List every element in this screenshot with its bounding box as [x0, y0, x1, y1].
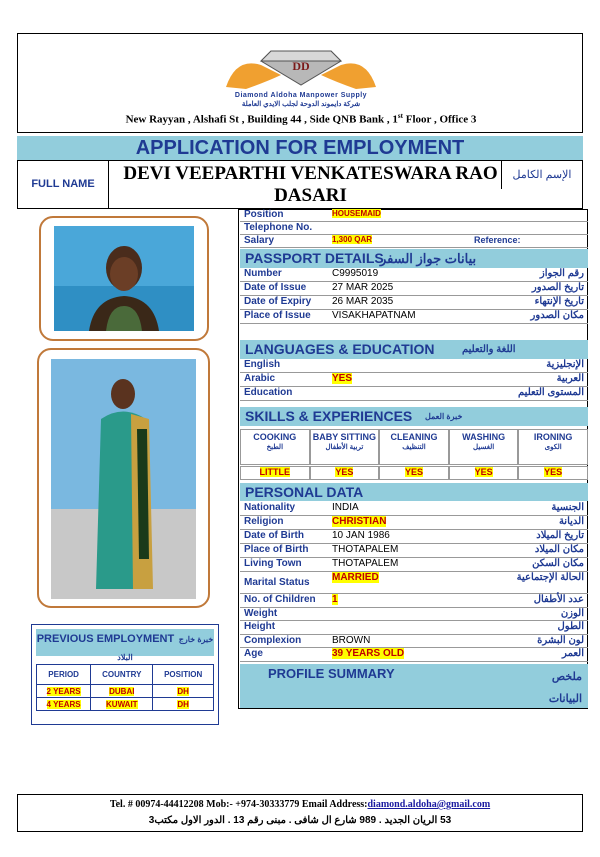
- personal-label: Religion: [244, 516, 284, 527]
- language-row: [240, 387, 588, 401]
- previous-employment-title-ar: خبرة خارج البلاد: [117, 635, 214, 662]
- language-row: [240, 359, 588, 373]
- passport-header: [240, 249, 588, 268]
- telephone-row: [240, 222, 588, 235]
- personal-label-ar: الديانة: [558, 516, 584, 527]
- row-period: 2 YEARS: [37, 685, 91, 698]
- row-country: KUWAIT: [91, 698, 153, 711]
- skill-cell: [240, 429, 310, 465]
- skill-name-ar: التنظيف: [402, 444, 426, 451]
- skill-name: COOKING: [253, 432, 297, 442]
- personal-value: 10 JAN 1986: [332, 530, 390, 541]
- personal-row: [240, 648, 588, 662]
- skill-name: WASHING: [462, 432, 506, 442]
- skills-header: [240, 407, 588, 426]
- row-position: DH: [153, 698, 214, 711]
- language-label: Education: [244, 387, 293, 398]
- personal-label-ar: الطول: [557, 621, 584, 633]
- table-row: [37, 685, 214, 698]
- personal-label-ar: مكان السكن: [532, 558, 584, 569]
- passport-value: VISAKHAPATNAM: [332, 310, 416, 321]
- position-row: [240, 209, 588, 222]
- personal-row: [240, 572, 588, 594]
- personal-value: INDIA: [332, 502, 359, 513]
- company-name-ar: شركة دايموند الدوحة لجلب الايدي العاملة: [241, 101, 361, 108]
- passport-row: [240, 268, 588, 282]
- language-label-ar: العربية: [556, 373, 584, 384]
- skill-name: IRONING: [533, 432, 573, 442]
- company-logo: [216, 37, 386, 95]
- footer-contact: [18, 799, 582, 810]
- personal-value: 1: [332, 594, 338, 605]
- profile-summary: [240, 664, 588, 708]
- full-name-label-ar: الإسم الكامل: [501, 161, 582, 189]
- personal-row: [240, 544, 588, 558]
- previous-employment-header: [36, 629, 214, 662]
- skills-title: SKILLS & EXPERIENCES: [245, 408, 413, 424]
- footer-address-ar: 53 الريان الجديد . 989 شارع ال شافى . مبنى رقم 13 . الدور الاول مكتب3: [148, 815, 452, 826]
- languages-title-ar: اللغة والتعليم: [462, 344, 516, 355]
- salary-label: Salary: [244, 235, 275, 246]
- skill-cell: [310, 429, 380, 465]
- language-row: [240, 373, 588, 387]
- passport-label: Date of Expiry: [244, 296, 312, 307]
- row-country: DUBAI: [91, 685, 153, 698]
- skill-value: LITTLE: [240, 466, 310, 480]
- personal-label-ar: لون البشرة: [537, 634, 584, 646]
- passport-title-ar: بيانات جواز السفر: [380, 251, 477, 266]
- full-body-photo: [51, 359, 196, 599]
- language-label: English: [244, 359, 281, 370]
- row-position: DH: [153, 685, 214, 698]
- personal-label: Place of Birth: [244, 544, 309, 555]
- personal-row: [240, 502, 588, 516]
- passport-label: Date of Issue: [244, 282, 307, 293]
- skill-name-ar: الكوى: [544, 444, 562, 451]
- skill-name-ar: الطبخ: [266, 444, 284, 451]
- personal-label-ar: الوزن: [560, 607, 584, 619]
- header-box: [17, 33, 583, 133]
- personal-label-ar: مكان الميلاد: [534, 544, 584, 555]
- skill-cell: [449, 429, 519, 465]
- skill-name-ar: الغسيل: [473, 444, 495, 451]
- personal-label-ar: عدد الأطفال: [533, 594, 584, 605]
- personal-label: Age: [244, 648, 263, 660]
- passport-label-ar: رقم الجواز: [539, 268, 584, 279]
- full-name-label: FULL NAME: [18, 161, 109, 208]
- personal-label: Living Town: [244, 558, 302, 569]
- skill-value: YES: [310, 466, 380, 480]
- skill-value: YES: [518, 466, 588, 480]
- address-sup: st: [397, 112, 403, 120]
- language-label-ar: الإنجليزية: [546, 359, 584, 370]
- address-main: New Rayyan , Alshafi St , Building 44 , Side QNB Bank , 1: [125, 113, 398, 126]
- passport-label: Number: [244, 268, 282, 279]
- profile-title: PROFILE SUMMARY: [268, 666, 395, 681]
- previous-employment-table: [36, 664, 214, 711]
- row-period: 4 YEARS: [37, 698, 91, 711]
- personal-value: THOTAPALEM: [332, 544, 399, 555]
- full-body-photo-frame: [37, 348, 210, 608]
- salary-row: [240, 235, 588, 248]
- personal-value: THOTAPALEM: [332, 558, 399, 569]
- personal-label: Complexion: [244, 634, 302, 646]
- page-title: APPLICATION FOR EMPLOYMENT: [17, 136, 583, 160]
- table-header-row: [37, 665, 214, 685]
- position-label: Position: [244, 209, 284, 220]
- passport-value: C9995019: [332, 268, 379, 279]
- personal-label: Date of Birth: [244, 530, 304, 541]
- personal-row: [240, 558, 588, 572]
- personal-label: Marital Status: [244, 577, 310, 588]
- previous-employment-box: [31, 624, 219, 725]
- header-country: COUNTRY: [91, 665, 153, 685]
- skill-name: CLEANING: [390, 432, 438, 442]
- passport-row: [240, 296, 588, 310]
- personal-row: [240, 516, 588, 530]
- personal-label: Nationality: [244, 502, 296, 513]
- language-value: YES: [332, 373, 353, 384]
- address-tail-text: Floor , Office 3: [405, 113, 477, 126]
- personal-value: BROWN: [332, 634, 371, 646]
- portrait-photo: [54, 226, 194, 331]
- skill-cell: [518, 429, 588, 465]
- skill-name: BABY SITTING: [312, 432, 377, 442]
- skills-title-ar: خبرة العمل: [425, 412, 463, 421]
- languages-title: LANGUAGES & EDUCATION: [245, 341, 435, 357]
- personal-row: [240, 635, 588, 649]
- language-label: Arabic: [244, 373, 276, 384]
- personal-label: Weight: [244, 607, 278, 619]
- passport-value: 27 MAR 2025: [332, 282, 394, 293]
- personal-row: [240, 594, 588, 608]
- position-value: HOUSEMAID: [332, 209, 381, 218]
- passport-row: [240, 282, 588, 296]
- language-label-ar: المستوى التعليم: [518, 387, 584, 398]
- personal-value: MARRIED: [332, 572, 379, 583]
- footer-box: [17, 794, 583, 832]
- passport-label: Place of Issue: [244, 310, 311, 321]
- passport-row: [240, 310, 588, 324]
- personal-row: [240, 608, 588, 622]
- passport-label-ar: تاريخ الصدور: [531, 282, 584, 293]
- personal-row: [240, 530, 588, 544]
- telephone-label: Telephone No.: [244, 222, 313, 233]
- passport-title: PASSPORT DETAILS: [245, 250, 384, 266]
- portrait-photo-frame: [39, 216, 209, 341]
- footer-tel: Tel. # 00974-44412208 Mob:- +974-30333779 Email Address:: [109, 799, 368, 810]
- personal-value: 39 YEARS OLD: [332, 648, 405, 660]
- skill-value: YES: [449, 466, 519, 480]
- passport-value: 26 MAR 2035: [332, 296, 394, 307]
- passport-label-ar: مكان الصدور: [530, 310, 584, 321]
- table-row: [37, 698, 214, 711]
- skill-value: YES: [379, 466, 449, 480]
- personal-title: PERSONAL DATA: [245, 484, 364, 500]
- personal-row: [240, 621, 588, 635]
- salary-value: 1,300 QAR: [332, 235, 373, 244]
- previous-employment-title: PREVIOUS EMPLOYMENT: [36, 633, 175, 645]
- personal-label-ar: تاريخ الميلاد: [536, 530, 584, 541]
- personal-label: No. of Children: [244, 594, 316, 605]
- footer-email[interactable]: diamond.aldoha@gmail.com: [367, 799, 491, 810]
- skill-cell: [379, 429, 449, 465]
- company-name-en: Diamond Aldoha Manpower Supply: [234, 92, 368, 99]
- header-period: PERIOD: [37, 665, 91, 685]
- personal-label-ar: العمر: [562, 648, 584, 660]
- profile-title-ar: ملخص البيانات: [548, 671, 582, 705]
- passport-label-ar: تاريخ الإنتهاء: [534, 296, 584, 307]
- reference-label: Reference:: [474, 235, 521, 245]
- personal-label-ar: الجنسية: [551, 502, 584, 513]
- full-name-row: [17, 160, 583, 209]
- header-position: POSITION: [153, 665, 214, 685]
- languages-header: [240, 340, 588, 359]
- personal-label-ar: الحالة الإجتماعية: [516, 572, 584, 583]
- personal-value: CHRISTIAN: [332, 516, 387, 527]
- company-address: [18, 112, 584, 126]
- personal-header: [240, 483, 588, 501]
- full-name-value: DEVI VEEPARTHI VENKATESWARA RAO DASARI: [123, 163, 498, 206]
- skill-name-ar: تربية الأطفال: [325, 444, 364, 451]
- svg-text:DD: DD: [292, 59, 310, 73]
- personal-label: Height: [244, 621, 276, 633]
